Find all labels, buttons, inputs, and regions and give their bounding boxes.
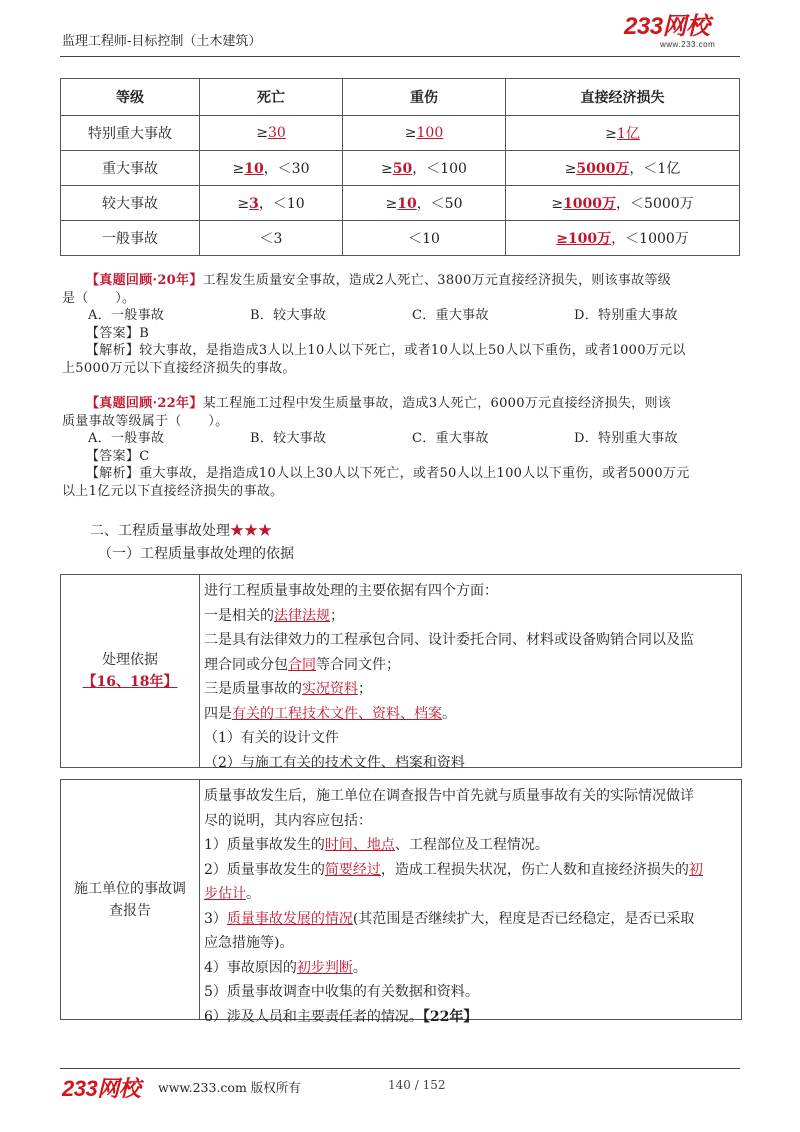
table-header-row — [61, 79, 740, 116]
death-cell: ≥30 — [200, 116, 343, 151]
question-options — [62, 430, 740, 448]
footer-divider — [60, 1068, 740, 1069]
report-box — [60, 779, 742, 1025]
year-tag: 【16、18年】 — [82, 674, 178, 690]
option-b: B．较大事故 — [250, 431, 327, 446]
question-tag: 【真题回顾·22年】 — [86, 396, 203, 411]
option-a: A．一般事故 — [88, 431, 165, 446]
star-rating: ★★★ — [230, 523, 272, 539]
answer: 【答案】B — [86, 325, 150, 341]
question-stem: 【真题回顾·20年】工程发生质量安全事故，造成2人死亡、3800万元直接经济损失，则该事故等级 — [86, 273, 672, 288]
injury-cell: ≥100 — [343, 116, 506, 151]
injury-cell: ≥10，＜50 — [343, 186, 506, 221]
table-row — [61, 151, 740, 186]
option-d: D．特别重大事故 — [574, 431, 678, 446]
table-row — [61, 116, 740, 151]
basis-box — [60, 574, 742, 771]
level-cell: 特别重大事故 — [61, 116, 200, 151]
death-cell: ＜3 — [200, 221, 343, 256]
subsection-heading: （一）工程质量事故处理的依据 — [98, 546, 294, 562]
option-c: C．重大事故 — [412, 308, 489, 323]
option-d: D．特别重大事故 — [574, 308, 678, 323]
analysis-cont: 上5000万元以下直接经济损失的事故。 — [62, 360, 296, 376]
loss-cell: ≥5000万，＜1亿 — [506, 151, 740, 186]
table-header-cell: 死亡 — [200, 79, 343, 116]
basis-content: 进行工程质量事故处理的主要依据有四个方面： 一是相关的法律法规； 二是具有法律效力的工程承包合同、设计委托合同、材料或设备购销合同以及监 理合同或分包合同等合同文件； 三是质量事故的实况资料； 四是有关的工程技术文件、资料、档案。 （1）有关的设计文件 （2）与施工有关的技术文件、档案和资料 — [204, 583, 694, 771]
question-stem-cont: 质量事故等级属于（ ）。 — [62, 413, 229, 429]
report-label: 施工单位的事故调 查报告 — [61, 780, 200, 1019]
option-a: A．一般事故 — [88, 308, 165, 323]
loss-cell: ≥1000万，＜5000万 — [506, 186, 740, 221]
loss-cell: ≥1亿 — [506, 116, 740, 151]
header-divider — [60, 56, 740, 57]
option-c: C．重大事故 — [412, 431, 489, 446]
accident-grade-table — [60, 78, 740, 256]
injury-cell: ＜10 — [343, 221, 506, 256]
basis-label: 处理依据 【16、18年】 — [61, 575, 200, 767]
footer-logo[interactable]: 233网校 — [62, 1076, 141, 1101]
table-row — [61, 221, 740, 256]
analysis: 【解析】较大事故，是指造成3人以上10人以下死亡，或者10人以上50人以下重伤，或者1000万元以 — [86, 343, 686, 358]
header-title: 监理工程师-目标控制（土木建筑） — [62, 34, 262, 49]
question-20 — [62, 272, 740, 377]
analysis: 【解析】重大事故，是指造成10人以上30人以下死亡，或者50人以上100人以下重伤，或者5000万元 — [86, 466, 690, 481]
question-tag: 【真题回顾·20年】 — [86, 273, 203, 288]
option-b: B．较大事故 — [250, 308, 327, 323]
question-22 — [62, 395, 740, 500]
question-options — [62, 307, 740, 325]
brand-logo[interactable] — [624, 14, 754, 54]
level-cell: 重大事故 — [61, 151, 200, 186]
footer-copyright: www.233.com 版权所有 — [158, 1080, 301, 1095]
death-cell: ≥3，＜10 — [200, 186, 343, 221]
level-cell: 一般事故 — [61, 221, 200, 256]
logo-text: 233网校 — [624, 13, 710, 40]
table-header-cell: 重伤 — [343, 79, 506, 116]
table-row — [61, 186, 740, 221]
section-heading: 二、工程质量事故处理★★★ — [90, 523, 272, 539]
table-header-cell: 直接经济损失 — [506, 79, 740, 116]
question-stem: 【真题回顾·22年】某工程施工过程中发生质量事故，造成3人死亡，6000万元直接经济损失，则该 — [86, 396, 672, 411]
question-stem-cont: 是（ ）。 — [62, 290, 136, 306]
answer: 【答案】C — [86, 448, 150, 464]
death-cell: ≥10，＜30 — [200, 151, 343, 186]
injury-cell: ≥50，＜100 — [343, 151, 506, 186]
report-content: 质量事故发生后，施工单位在调查报告中首先就与质量事故有关的实际情况做详 尽的说明，其内容应包括： 1）质量事故发生的时间、地点、工程部位及工程情况。 2）质量事故发生的简要经过，造成工程损失状况，伤亡人数和直接经济损失的初 步估计。 3）质量事故发展的情况(其范围是否继续扩大，程度是否已经稳定，是否已采取 应急措施等)。 4）事故原因的初步判断。 5）质量事故调查中收集的有关数据和资料。 6）涉及人员和主要责任者的情况。【22年】 — [204, 788, 703, 1025]
table-header-cell: 等级 — [61, 79, 200, 116]
level-cell: 较大事故 — [61, 186, 200, 221]
logo-url: www.233.com — [660, 40, 716, 49]
page-number: 140 / 152 — [388, 1078, 446, 1092]
loss-cell: ≥100万，＜1000万 — [506, 221, 740, 256]
analysis-cont: 以上1亿元以下直接经济损失的事故。 — [62, 483, 284, 499]
